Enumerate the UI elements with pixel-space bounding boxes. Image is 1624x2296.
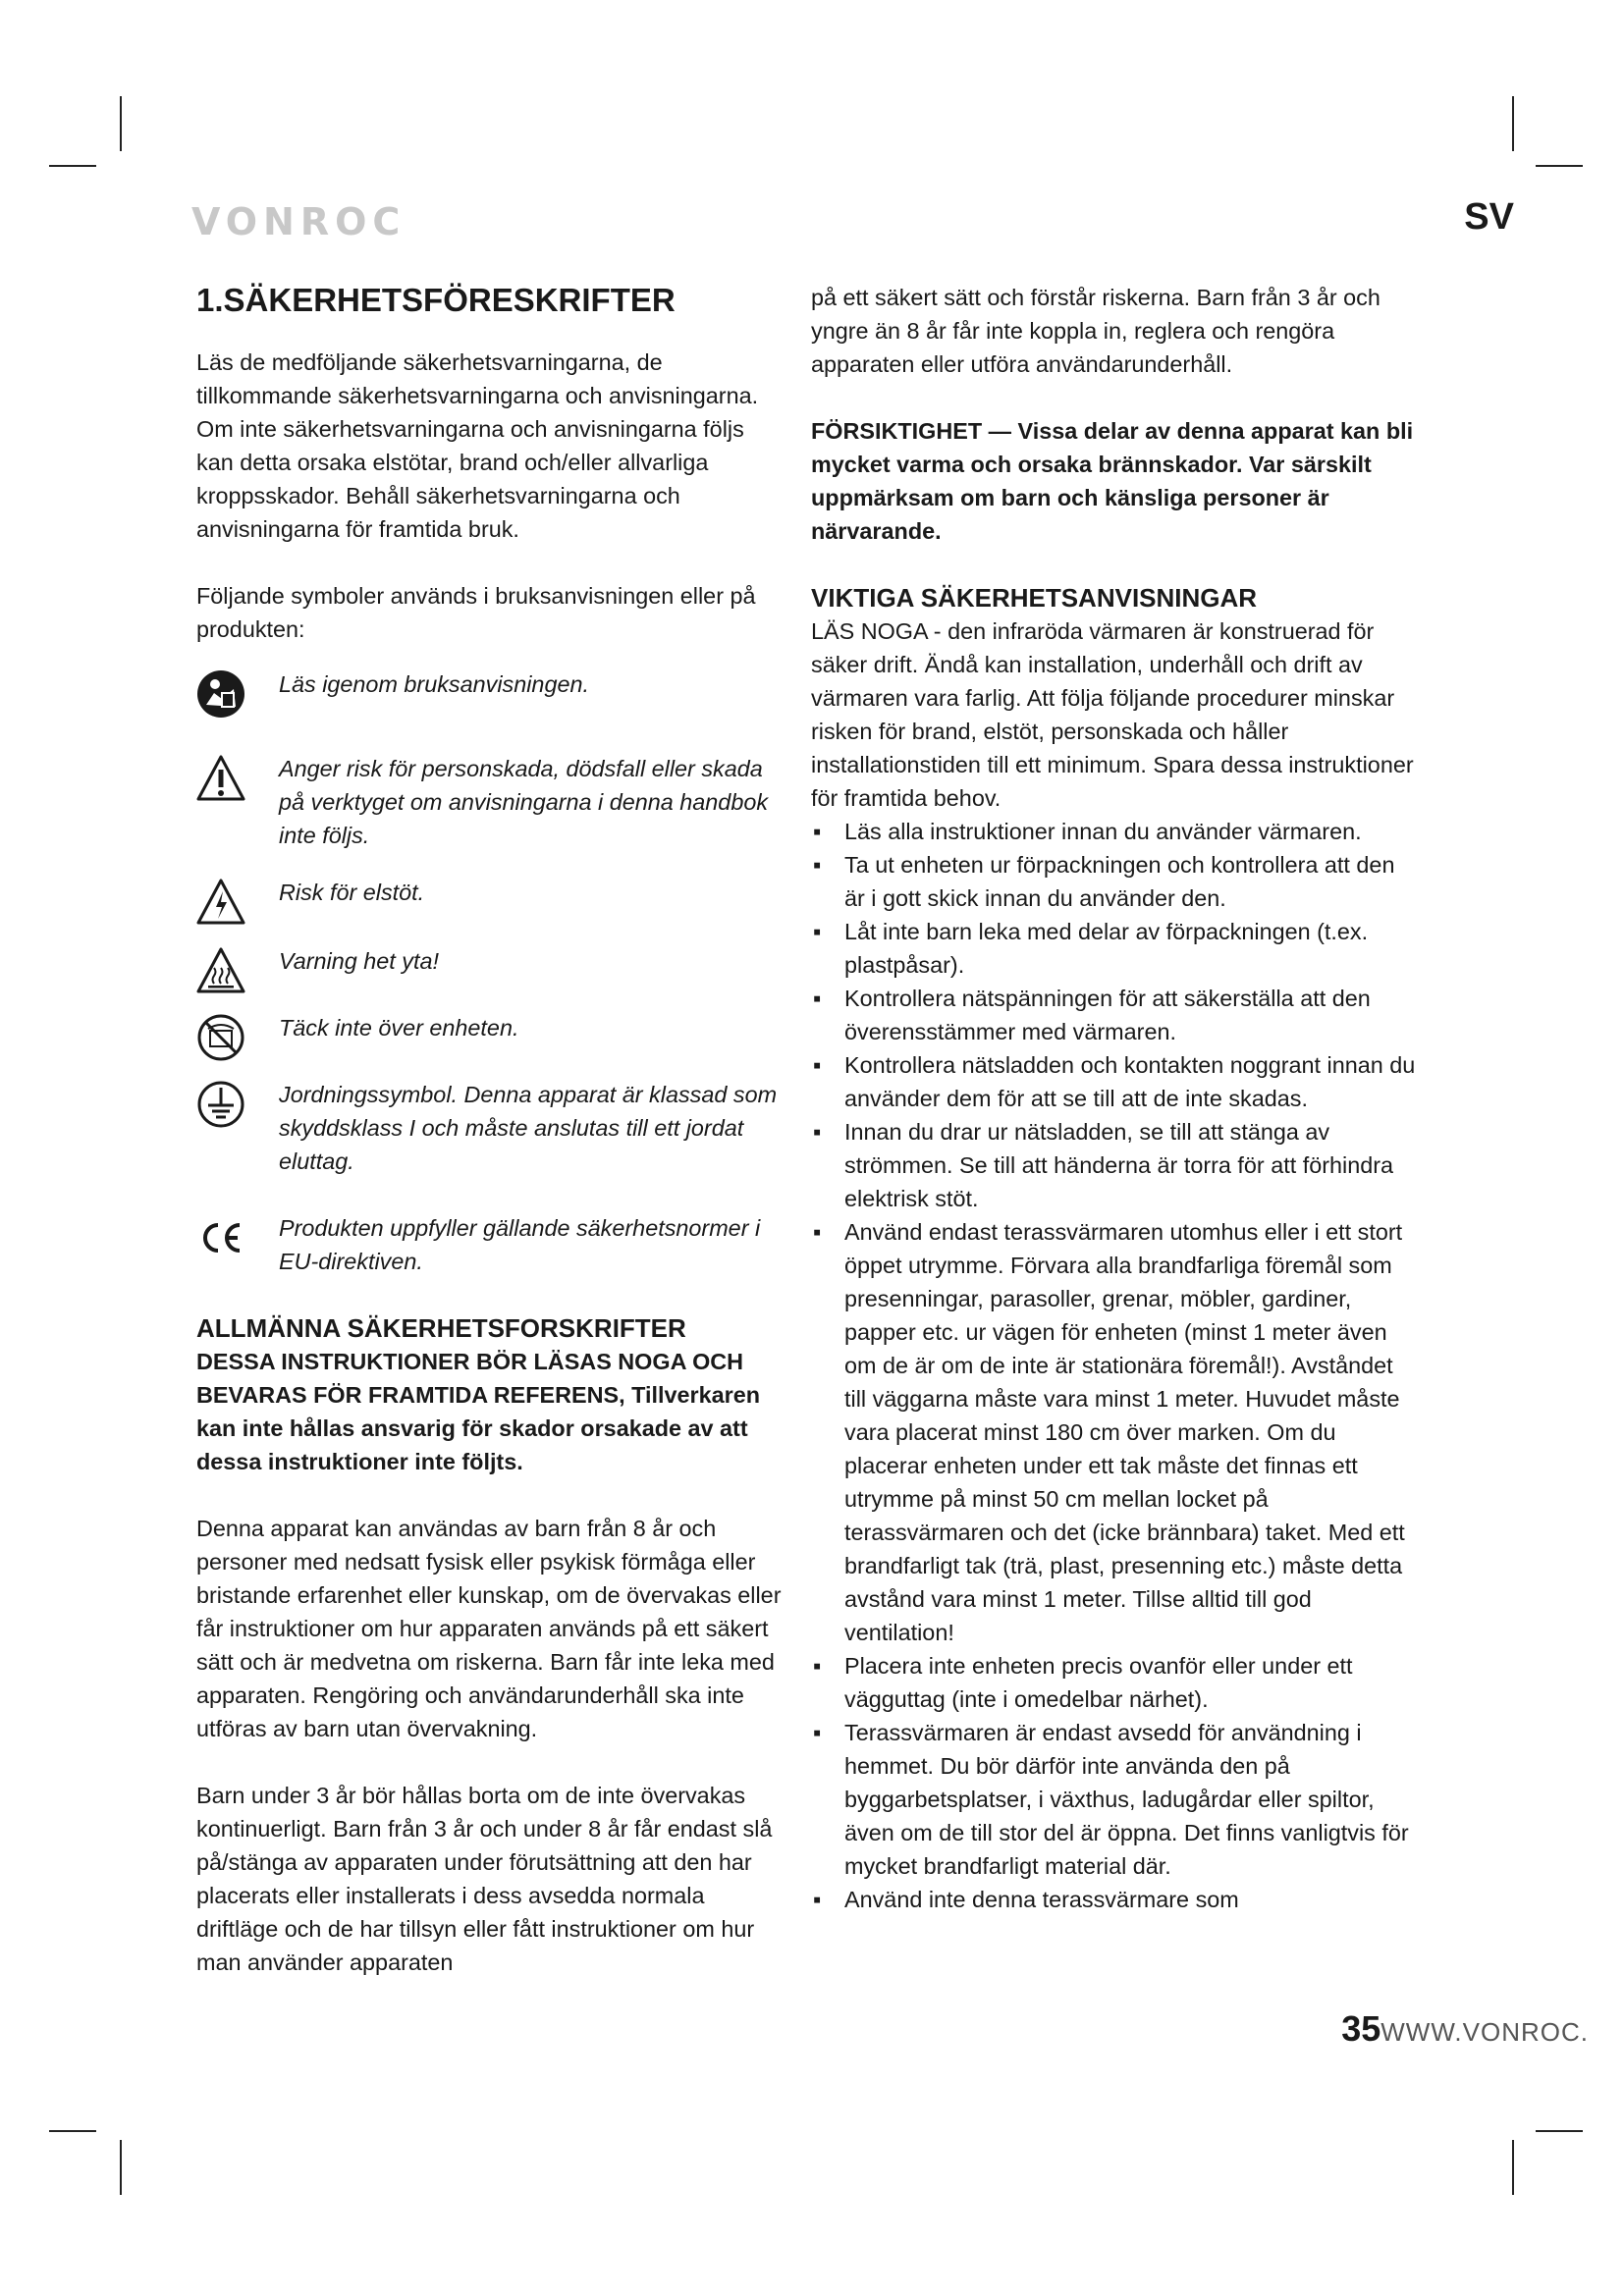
- symbol-row-manual: [196, 667, 785, 719]
- symbol-text-shock: Risk för elstöt.: [279, 880, 425, 905]
- symbol-row-cover: [196, 1011, 785, 1062]
- bullet-icon: ▪: [813, 1219, 822, 1245]
- crop-mark-tl-h: [49, 165, 96, 167]
- bullet-icon: ▪: [813, 852, 822, 878]
- caution-paragraph: FÖRSIKTIGHET — Vissa delar av denna apparat kan bli mycket varma och orsaka brännskador. Var särskilt uppmärksam om barn och känsliga personer är närvarande.: [811, 418, 1414, 544]
- hot-surface-icon: [196, 946, 245, 995]
- symbol-row-warning: [196, 752, 785, 852]
- list-item: ▪ Terassvärmaren är endast avsedd för användning i hemmet. Du bör därför inte använda den på byggarbetsplatser, i växthus, ladugårdar eller spiltor, även om de till stor del är öppna. Det finns vanligtvis för mycket brandfarligt material där.: [811, 1716, 1420, 1883]
- symbol-row-shock: [196, 876, 785, 927]
- page-number: 35: [1341, 2008, 1381, 2049]
- crop-mark-tr-v: [1512, 96, 1514, 151]
- language-code: SV: [1464, 196, 1514, 238]
- electric-shock-icon: [196, 878, 245, 927]
- crop-mark-bl-h: [49, 2130, 96, 2132]
- safety-bullet-list: [811, 815, 1420, 1916]
- section-title: 1.SÄKERHETSFÖRESKRIFTER: [196, 282, 676, 318]
- right-column: [811, 281, 1420, 1916]
- crop-mark-tl-v: [120, 96, 122, 151]
- children-paragraph-1: Denna apparat kan användas av barn från 8 år och personer med nedsatt fysisk eller psykisk förmåga eller bristande erfarenhet eller kunskap, om de övervakas eller får instruktioner om hur apparaten används på ett säkert sätt och är medvetna om riskerna. Barn får inte leka med apparaten. Rengöring och användarunderhåll ska inte utföras av barn utan övervakning.: [196, 1516, 782, 1741]
- list-item: ▪ Kontrollera nätspänningen för att säkerställa att den överensstämmer med värmaren.: [811, 982, 1420, 1048]
- symbols-intro: Följande symboler används i bruksanvisningen eller på produkten:: [196, 583, 756, 642]
- crop-mark-bl-v: [120, 2140, 122, 2195]
- crop-mark-br-h: [1536, 2130, 1583, 2132]
- general-safety-bold: DESSA INSTRUKTIONER BÖR LÄSAS NOGA OCH BEVARAS FÖR FRAMTIDA REFERENS, Tillverkaren kan inte hållas ansvarig för skador orsakade av att dessa instruktioner inte följts.: [196, 1349, 761, 1474]
- symbol-text-manual: Läs igenom bruksanvisningen.: [279, 671, 589, 697]
- manual-icon: [196, 669, 245, 719]
- brand-logo: VONROC: [191, 200, 406, 243]
- left-column: [196, 281, 785, 1979]
- warning-icon: [196, 754, 245, 803]
- symbol-text-ce: Produkten uppfyller gällande säkerhetsnormer i EU-direktiven.: [279, 1215, 761, 1274]
- crop-mark-tr-h: [1536, 165, 1583, 167]
- list-item: ▪ Använd endast terassvärmaren utomhus eller i ett stort öppet utrymme. Förvara alla brandfarliga föremål som presenningar, parasoller, grenar, möbler, gardiner, papper etc. ur vägen för enheten (minst 1 meter även om de är om de inte är stationära föremål!). Avståndet till väggarna måste vara minst 1 meter. Huvudet måste vara placerat minst 180 cm över marken. Om du placerar enheten under ett tak måste det finnas ett utrymme på minst 50 cm mellan locket på terassvärmaren och det (icke brännbara) taket. Med ett brandfarligt tak (trä, plast, presenning etc.) måste detta avstånd vara minst 1 meter. Tillse alltid till god ventilation!: [811, 1215, 1420, 1649]
- bullet-icon: ▪: [813, 919, 822, 944]
- symbol-text-ground: Jordningssymbol. Denna apparat är klassad som skyddsklass I och måste anslutas till ett jordat eluttag.: [279, 1082, 778, 1174]
- list-item: ▪ Kontrollera nätsladden och kontakten noggrant innan du använder dem för att se till att de inte skadas.: [811, 1048, 1420, 1115]
- symbol-text-hot: Varning het yta!: [279, 948, 439, 974]
- list-item: ▪ Innan du drar ur nätsladden, se till att stänga av strömmen. Se till att händerna är torra för att förhindra elektrisk stöt.: [811, 1115, 1420, 1215]
- children-paragraph-2: Barn under 3 år bör hållas borta om de inte övervakas kontinuerligt. Barn från 3 år och under 8 år får endast slå på/stänga av apparaten under förutsättning att den har placerats eller installerats i dess avsedda normala driftläge och de har tillsyn eller fått instruktioner om hur man använder apparaten: [196, 1783, 773, 1975]
- bullet-icon: ▪: [813, 1720, 822, 1745]
- list-item: ▪ Låt inte barn leka med delar av förpackningen (t.ex. plastpåsar).: [811, 915, 1420, 982]
- general-safety-heading: ALLMÄNNA SÄKERHETSFORSKRIFTER: [196, 1313, 686, 1343]
- bullet-icon: ▪: [813, 1119, 822, 1145]
- list-item: ▪ Placera inte enheten precis ovanför eller under ett vägguttag (inte i omedelbar närhet).: [811, 1649, 1420, 1716]
- ground-icon: [196, 1080, 245, 1129]
- footer-website: WWW.VONROC.: [1380, 2017, 1589, 2047]
- symbol-row-hot: [196, 944, 785, 995]
- page-footer: [1341, 2008, 1589, 2050]
- important-safety-heading: VIKTIGA SÄKERHETSANVISNINGAR: [811, 583, 1258, 613]
- list-item: ▪ Använd inte denna terassvärmare som: [811, 1883, 1420, 1916]
- symbol-row-ce: [196, 1211, 785, 1278]
- intro-paragraph: Läs de medföljande säkerhetsvarningarna, de tillkommande säkerhetsvarningarna och anvisningarna. Om inte säkerhetsvarningarna och anvisningarna följs kan detta orsaka elstötar, brand och/eller allvarliga kroppsskador. Behåll säkerhetsvarningarna och anvisningarna för framtida bruk.: [196, 349, 759, 542]
- important-intro: LÄS NOGA - den infraröda värmaren är konstruerad för säker drift. Ändå kan installation, underhåll och drift av värmaren vara farlig. Att följa följande procedurer minskar risken för brand, elstöt, personskada och håller installationstiden till ett minimum. Spara dessa instruktioner för framtida behov.: [811, 618, 1414, 811]
- bullet-icon: ▪: [813, 1887, 822, 1912]
- continuation-paragraph: på ett säkert sätt och förstår riskerna. Barn från 3 år och yngre än 8 år får inte koppla in, reglera och rengöra apparaten eller utföra användarunderhåll.: [811, 285, 1380, 377]
- crop-mark-br-v: [1512, 2140, 1514, 2195]
- bullet-icon: ▪: [813, 1653, 822, 1679]
- symbol-row-ground: [196, 1078, 785, 1178]
- symbol-text-cover: Täck inte över enheten.: [279, 1015, 519, 1041]
- symbol-text-warning: Anger risk för personskada, dödsfall eller skada på verktyget om anvisningarna i denna handbok inte följs.: [279, 756, 769, 848]
- bullet-icon: ▪: [813, 986, 822, 1011]
- bullet-icon: ▪: [813, 819, 822, 844]
- ce-mark-icon: [196, 1213, 245, 1262]
- do-not-cover-icon: [196, 1013, 245, 1062]
- bullet-icon: ▪: [813, 1052, 822, 1078]
- list-item: ▪ Ta ut enheten ur förpackningen och kontrollera att den är i gott skick innan du använder den.: [811, 848, 1420, 915]
- list-item: ▪ Läs alla instruktioner innan du använder värmaren.: [811, 815, 1420, 848]
